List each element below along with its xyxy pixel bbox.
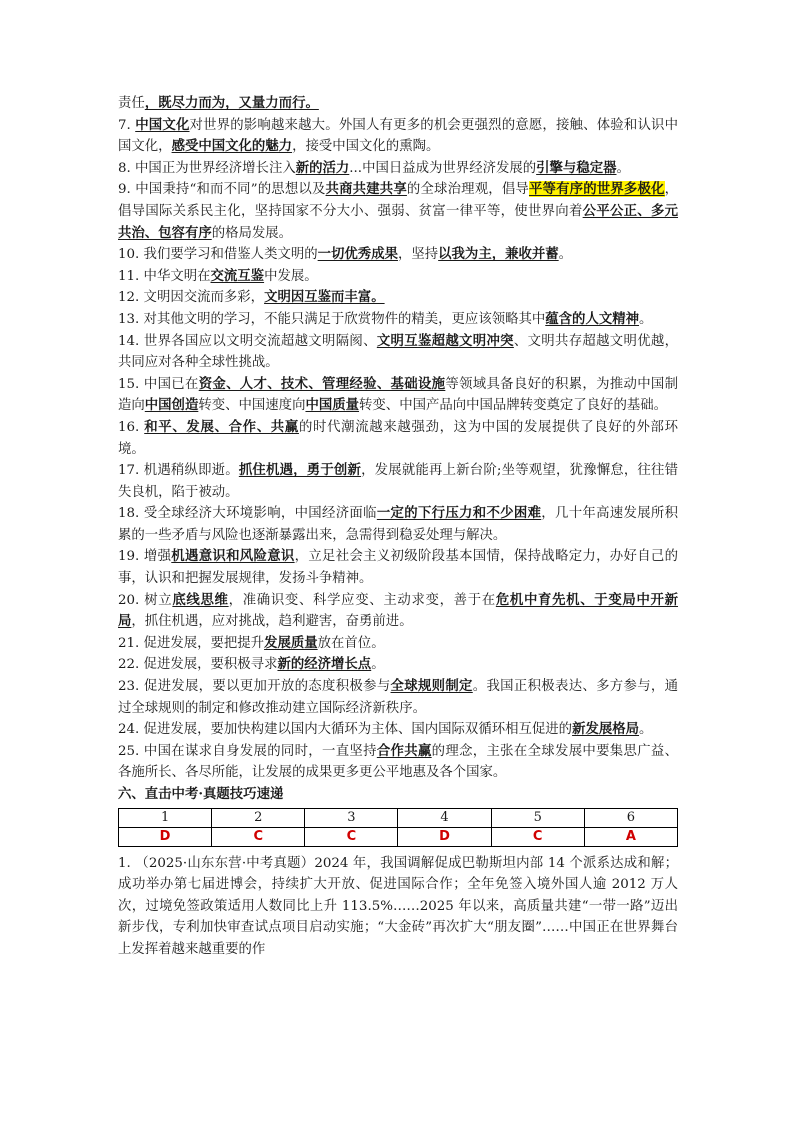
plain-text: 13. 对其他文明的学习，不能只满足于欣赏物件的精美，更应该领略其中: [118, 311, 546, 327]
key-phrase: 共商共建共享: [325, 181, 407, 198]
question-number-cell: 6: [584, 808, 677, 827]
knowledge-point-p8: [118, 158, 678, 180]
key-phrase: 中国创造: [144, 397, 199, 414]
plain-text: 放在首位。: [317, 635, 385, 651]
knowledge-point-p18: [118, 503, 678, 546]
plain-text: ，立足社会主义初级阶段基本国情，保持战略定力，办好自己的事，认识和把握发展规律，发扬斗争精神。: [118, 549, 679, 587]
key-phrase: 抓住机遇，勇于创新: [238, 462, 362, 479]
plain-text: 中发展。: [264, 268, 318, 284]
knowledge-point-p11: [118, 266, 678, 288]
plain-text: 21. 促进发展，要把提升: [118, 635, 265, 651]
plain-text: 7.: [118, 117, 136, 133]
plain-text: 17. 机遇稍纵即逝。: [118, 463, 239, 479]
knowledge-point-p17: [118, 460, 678, 503]
knowledge-point-p16: [118, 417, 678, 460]
knowledge-point-p10: [118, 244, 678, 266]
plain-text: 的理念，主张在全球发展中要集思广益、各施所长、各尽所能，让发展的成果更多更公平地惠及各个国家。: [118, 743, 679, 781]
answer-cell: D: [398, 827, 491, 846]
key-phrase: 文明互鉴超越文明冲突: [376, 332, 514, 349]
key-phrase: 蕴含的人文精神: [545, 310, 640, 327]
plain-text: 20. 树立: [118, 592, 173, 608]
plain-text: ，抓住机遇，应对挑战，趋利避害，奋勇前进。: [131, 614, 413, 630]
key-phrase: 危机中育先机、于变局中开新局: [118, 591, 679, 630]
plain-text: ，接受中国文化的熏陶。: [292, 139, 440, 155]
key-phrase: 和平、发展、合作、共赢: [144, 418, 299, 435]
question-number-cell: 5: [491, 808, 584, 827]
plain-text: 14. 世界各国应以文明交流超越文明隔阂、: [118, 333, 377, 349]
key-phrase: 一定的下行压力和不少困难: [376, 505, 542, 522]
plain-text: 。我国正积极表达、多方参与，通过全球规则的制定和修改推动建立国际经济新秩序。: [118, 679, 679, 716]
knowledge-point-p15: [118, 374, 678, 417]
plain-text: 。: [639, 311, 653, 327]
answer-cell: D: [119, 827, 212, 846]
highlighted-key-phrase: 平等有序的世界多极化: [528, 181, 665, 198]
plain-text: 12. 文明因交流而多彩，: [118, 290, 265, 306]
key-phrase: 中国质量: [305, 397, 360, 414]
plain-text: 。: [371, 657, 385, 673]
key-phrase: 以我为主，兼收并蓄: [438, 246, 559, 263]
key-phrase: 感受中国文化的魅力: [171, 138, 293, 155]
plain-text: 转变、中国产品向中国品牌转变奠定了良好的基础。: [359, 398, 668, 414]
answer-table: [118, 808, 678, 847]
key-phrase: 交流互鉴: [210, 267, 265, 284]
plain-text: 18. 受全球经济大环境影响，中国经济面临: [118, 506, 377, 522]
answer-cell: C: [212, 827, 305, 846]
plain-text: 。: [616, 160, 630, 176]
plain-text: 24. 促进发展，要加快构建以国内大循环为主体、国内国际双循环相互促进的: [118, 722, 573, 738]
key-phrase: 文明因互鉴而丰富。: [264, 289, 385, 306]
plain-text: ，发展就能再上新台阶;坐等观望，犹豫懈怠，往往错失良机，陷于被动。: [118, 463, 678, 500]
plain-text: 25. 中国在谋求自身发展的同时，一直坚持: [118, 743, 377, 759]
key-phrase: 公平公正、多元共治、包容有序: [118, 202, 679, 241]
knowledge-point-p0: [118, 93, 678, 115]
key-phrase: 合作共赢: [376, 742, 432, 759]
key-phrase: 中国文化: [135, 116, 190, 133]
plain-text: 的时代潮流越来越强劲，这为中国的发展提供了良好的外部环境。: [118, 419, 679, 457]
plain-text: 11. 中华文明在: [118, 268, 211, 284]
key-phrase: 资金、人才、技术、管理经验、基础设施: [198, 375, 446, 392]
plain-text: 9. 中国秉持“和而不同”的思想以及: [118, 182, 326, 198]
answer-cell: A: [584, 827, 677, 846]
knowledge-points: [118, 93, 678, 784]
knowledge-point-p23: [118, 676, 678, 719]
answer-table-answer-row: [119, 827, 678, 846]
question-number-cell: 4: [398, 808, 491, 827]
plain-text: ...中国日益成为世界经济发展的: [349, 160, 537, 176]
answer-table-header-row: [119, 808, 678, 827]
key-phrase: ，既尽力而为，又量力而行。: [144, 95, 319, 111]
plain-text: 转变、中国速度向: [198, 398, 306, 414]
plain-text: 22. 促进发展，要积极寻求: [118, 657, 278, 673]
knowledge-point-p20: [118, 590, 678, 633]
question-number-cell: 1: [119, 808, 212, 827]
plain-text: 15. 中国已在: [118, 376, 199, 392]
section-title: 六、直击中考·真题技巧速递: [118, 786, 284, 802]
knowledge-point-p14: [118, 331, 678, 374]
plain-text: 对世界的影响越来越大。外国人有更多的机会更强烈的意愿，接触、体验和认识中国文化，: [118, 117, 678, 155]
answer-cell: C: [491, 827, 584, 846]
key-phrase: 一切优秀成果: [317, 246, 398, 263]
plain-text: 23. 促进发展，要以更加开放的态度积极参与: [118, 679, 391, 695]
knowledge-point-p13: [118, 309, 678, 331]
key-phrase: 底线思维: [172, 591, 229, 608]
question-1-text: 1. （2025·山东东营·中考真题）2024 年，我国调解促成巴勒斯坦内部 14 个派系达成和解；成功举办第七届进博会，持续扩大开放、促进国际合作；全年免签入境外国人逾 2012 万人次，过境免签政策适用人数同比上升 113.5%……2025 年以来，高质量共建“一带一路”迈出新步伐，专利加快审查试点项目启动实施；“大金砖”再次扩大“朋友圈”……中国正在世界舞台上发挥着越来越重要的作: [118, 855, 678, 957]
key-phrase: 发展质量: [264, 634, 318, 651]
answer-cell: C: [305, 827, 398, 846]
key-phrase: 机遇意识和风险意识: [171, 548, 295, 565]
plain-text: 等领域具备良好的积累，为推动中国制造向: [118, 376, 679, 414]
knowledge-point-p7: [118, 115, 678, 158]
knowledge-point-p22: [118, 654, 678, 676]
knowledge-point-p19: [118, 546, 678, 589]
plain-text: ，几十年高速发展所积累的一些矛盾与风险也逐渐暴露出来，急需得到稳妥处理与解决。: [118, 506, 679, 543]
knowledge-point-p9: [118, 179, 678, 244]
plain-text: 的全球治理观，倡导: [406, 182, 529, 198]
knowledge-point-p24: [118, 719, 678, 741]
key-phrase: 新的经济增长点: [277, 656, 372, 673]
plain-text: 10. 我们要学习和借鉴人类文明的: [118, 247, 318, 263]
plain-text: ，倡导国际关系民主化，坚持国家不分大小、强弱、贫富一律平等，使世界向着: [118, 182, 678, 219]
plain-text: ，坚持: [397, 247, 439, 263]
knowledge-point-p12: [118, 287, 678, 309]
key-phrase: 新的活力: [295, 159, 350, 176]
document-page: [118, 93, 678, 961]
question-number-cell: 3: [305, 808, 398, 827]
question-number-cell: 2: [212, 808, 305, 827]
key-phrase: 全球规则制定: [390, 678, 473, 695]
plain-text: 8. 中国正为世界经济增长注入: [118, 160, 296, 176]
plain-text: 19. 增强: [118, 549, 172, 565]
plain-text: 16.: [118, 419, 145, 435]
plain-text: 责任: [118, 96, 145, 111]
plain-text: 、文明共存超越文明优越，共同应对各种全球性挑战。: [118, 333, 679, 371]
knowledge-point-p25: [118, 741, 678, 784]
plain-text: ，准确识变、科学应变、主动求变，善于在: [228, 592, 496, 608]
plain-text: 。: [639, 722, 653, 738]
key-phrase: 引擎与稳定器: [536, 159, 617, 176]
key-phrase: 新发展格局: [572, 721, 640, 738]
knowledge-point-p21: [118, 633, 678, 655]
plain-text: 的格局发展。: [211, 225, 293, 241]
plain-text: 。: [558, 247, 573, 263]
